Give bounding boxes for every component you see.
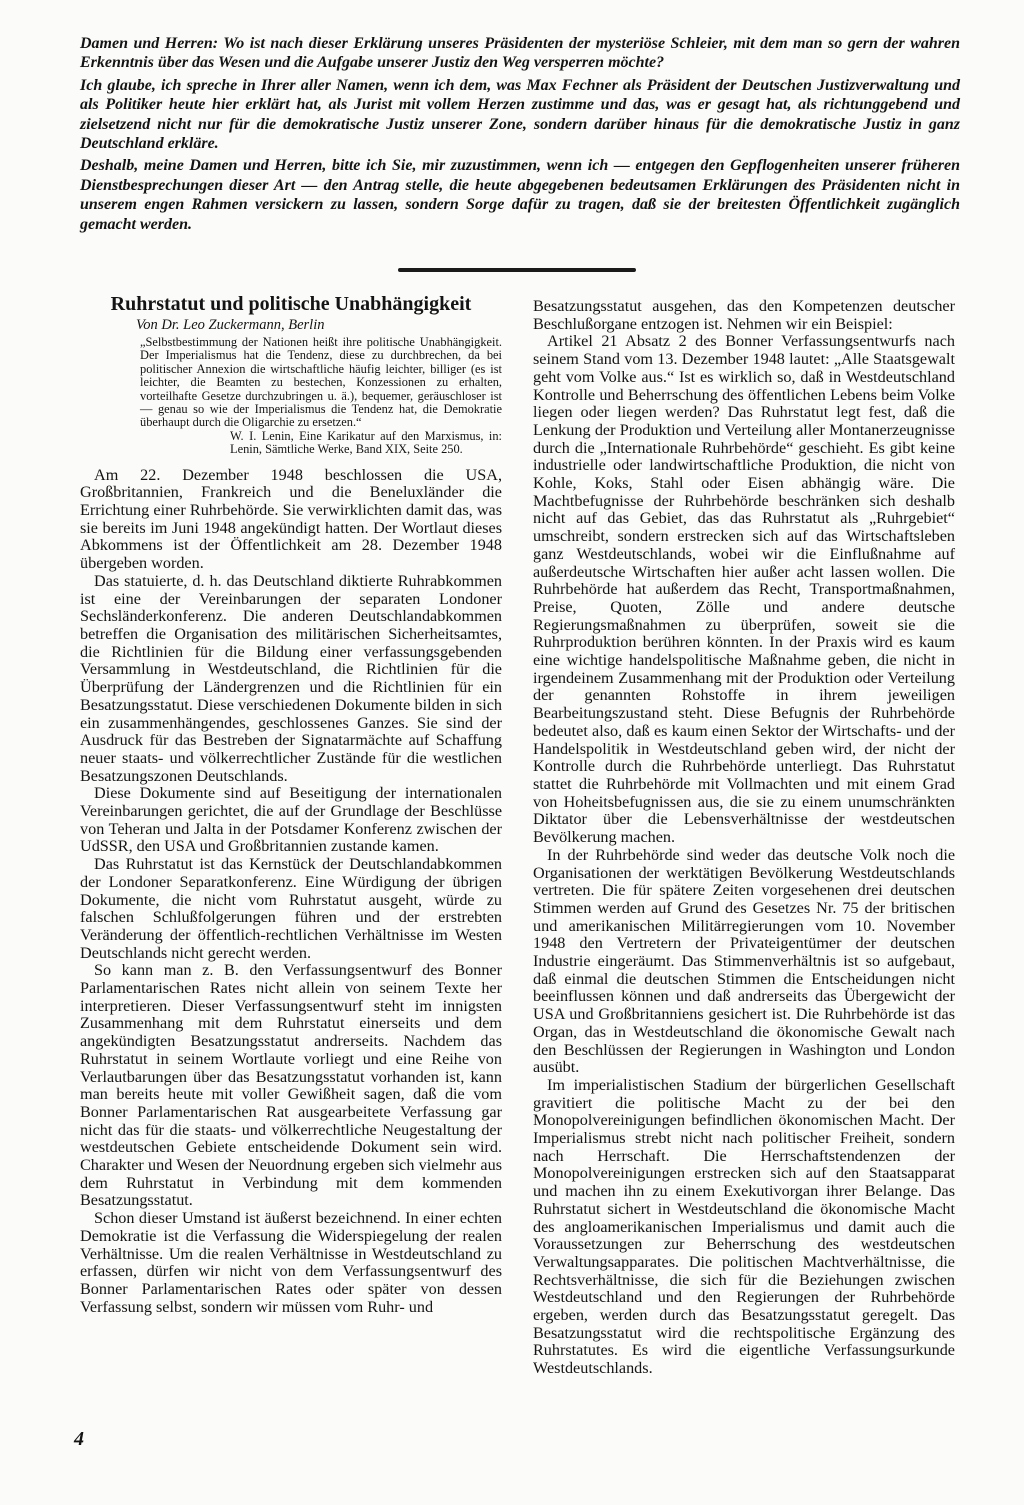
epigraph-source: W. I. Lenin, Eine Karikatur auf den Marxismus, in: Lenin, Sämtliche Werke, Band XIX, Seite 250. [230, 428, 502, 457]
section-divider [398, 268, 636, 272]
body-paragraph: Schon dieser Umstand ist äußerst bezeichnend. In einer echten Demokratie ist die Verfassung die Widerspiegelung der realen Verhältnisse. Um die realen Verhältnisse in Westdeutschland zu erfassen, dürfen wir nicht von dem Verfassungsentwurf des Bonner Parlamentarischen Rates oder später von dessen Verfassung selbst, sondern wir müssen vom Ruhr- und [80, 1209, 502, 1316]
body-paragraph: Am 22. Dezember 1948 beschlossen die USA, Großbritannien, Frankreich und die Beneluxländer die Errichtung einer Ruhrbehörde. Sie verwirklichten damit das, was sie bereits im Juni 1948 angekündigt hatten. Der Wortlaut dieses Abkommens ist der Öffentlichkeit am 28. Dezember 1948 übergeben worden. [80, 465, 502, 573]
body-paragraph: So kann man z. B. den Verfassungsentwurf des Bonner Parlamentarischen Rates nicht allein von seinem Texte her interpretieren. Dieser Verfassungsentwurf steht im innigsten Zusammenhang mit dem Ruhrstatut einerseits und dem angekündigten Besatzungsstatut andrerseits. Nachdem das Ruhrstatut in seinem Wortlaute vorliegt und eine Reihe von Verlautbarungen über das Besatzungsstatut vorhanden ist, kann man bereits heute mit voller Gewißheit sagen, daß die vom Bonner Parlamentarischen Rat ausgearbeitete Verfassung gar nicht das für die staats- und völkerrechtliche Neugestaltung der westdeutschen Gebiete entscheidende Dokument sein wird. Charakter und Wesen der Neuordnung ergeben sich vielmehr aus dem Ruhrstatut in Verbindung mit dem kommenden Besatzungsstatut. [80, 961, 502, 1210]
intro-paragraph: Deshalb, meine Damen und Herren, bitte ich Sie, mir zuzustimmen, wenn ich — entgegen den Gepflogenheiten unserer früheren Dienstbesprechungen dieser Art — den Antrag stelle, die heute abgegebenen bedeutsamen Erklärungen des Präsidenten nicht in unserem engen Rahmen versickern zu lassen, sondern Sorge dafür zu tragen, daß sie der breitesten Öffentlichkeit zugänglich gemacht werden. [80, 157, 960, 233]
body-paragraph: Artikel 21 Absatz 2 des Bonner Verfassungsentwurfs nach seinem Stand vom 13. Dezember 1948 lautet: „Alle Staatsgewalt geht vom Volke aus.“ Ist es wirklich so, daß in Westdeutschland Kontrolle und Beherrschung des öffentlichen Lebens beim Volke liegen oder liegen werden? Das Ruhrstatut legt fest, daß die Lenkung der Produktion und Verteilung aller Montanerzeugnisse durch die „Internationale Ruhrbehörde“ geschieht. Es gibt keine industrielle oder landwirtschaftliche Produktion, die nicht von Kohle, Koks, Stahl oder Eisen abhängig wäre. Die Machtbefugnisse der Ruhrbehörde beschränken sich deshalb nicht auf das Gebiet, das das Ruhrstatut als „Ruhrgebiet“ umschreibt, sondern erstrecken sich auf das Wirtschaftsleben ganz Westdeutschlands, wobei wir die Einflußnahme auf außerdeutsche Wirtschaften hier außer acht lassen wollen. Die Ruhrbehörde hat außerdem das Recht, Transportmaßnahmen, Preise, Quoten, Zölle und andere deutsche Regierungsmaßnahmen zu überprüfen, soweit sie die Ruhrproduktion berühren könnten. In der Praxis wird es kaum eine wichtige handelspolitische Maßnahme geben, die nicht in irgendeinem Zusammenhang mit der Produktion oder Verteilung der genannten Rohstoffe in ihrem jeweiligen Bearbeitungszustand steht. Diese Befugnis der Ruhrbehörde bedeutet also, daß es kaum einen Sektor der Wirtschafts- und der Handelspolitik in Westdeutschland geben wird, der nicht der Kontrolle durch die Ruhrbehörde unterliegt. Das Ruhrstatut stattet die Ruhrbehörde mit Vollmachten und mit einem Grad von Hoheitsbefugnissen aus, die sie zu einem unumschränkten Diktator über die Lebensverhältnisse der westdeutschen Bevölkerung machen. [533, 332, 955, 847]
body-paragraph: Besatzungsstatut ausgehen, das den Kompetenzen deutscher Beschlußorgane entzogen ist. Nehmen wir ein Beispiel: [533, 297, 955, 333]
body-paragraph: Im imperialistischen Stadium der bürgerlichen Gesellschaft gravitiert die politische Macht zu der bei den Monopolvereinigungen befindlichen ökonomischen Macht. Der Imperialismus strebt nicht nach politischer Freiheit, sondern nach Herrschaft. Die Herrschaftstendenzen der Monopolvereinigungen erstrecken sich auf den Staatsapparat und machen ihn zu einem Exekutivorgan ihrer Belange. Das Ruhrstatut sichert in Westdeutschland die ökonomische Macht des angloamerikanischen Imperialismus und damit auch die Voraussetzungen zur Beherrschung des westdeutschen Verwaltungsapparates. Die politischen Machtverhältnisse, die Rechtsverhältnisse, die sich für die Beziehungen zwischen Westdeutschland und den Regierungen der Ruhrbehörde ergeben, werden durch das Besatzungsstatut geregelt. Das Besatzungsstatut wird die rechtspolitische Ergänzung des Ruhrstatutes. Es wird die eigentliche Verfassungsurkunde Westdeutschlands. [533, 1075, 955, 1378]
intro-paragraph: Ich glaube, ich spreche in Ihrer aller Namen, wenn ich dem, was Max Fechner als Präsident der Deutschen Justizverwaltung und als Politiker heute hier erklärt hat, als Jurist mit vollem Herzen zustimme und das, was er gesagt hat, als richtunggebend und zielsetzend nicht nur für die demokratische Justiz unserer Zone, sondern darüber hinaus für die demokratische Justiz in ganz Deutschland erkläre. [80, 76, 960, 153]
body-paragraph: Das statuierte, d. h. das Deutschland diktierte Ruhrabkommen ist eine der Vereinbarungen der separaten Londoner Sechsländerkonferenz. Die anderen Deutschlandabkommen betreffen die Organisation des militärischen Sicherheitsamtes, die Richtlinien für die Bildung einer verfassungsgebenden Versammlung in Westdeutschland, die Richtlinien für die Überprüfung der Ländergrenzen und die Richtlinien für ein Besatzungsstatut. Diese verschiedenen Dokumente bilden in sich ein zusammenhängendes, geschlossenes Ganzes. Sie sind der Ausdruck für das Bestreben der Signatarmächte auf Schaffung neuer staats- und völkerrechtlicher Zustände für die westlichen Besatzungszonen Deutschlands. [80, 571, 502, 785]
article-title: Ruhrstatut und politische Unabhängigkeit [110, 293, 472, 315]
right-column [533, 298, 955, 1378]
left-column [80, 292, 502, 1316]
body-paragraph: Diese Dokumente sind auf Beseitigung der internationalen Vereinbarungen gerichtet, die auf der Grundlage der Beschlüsse von Teheran und Jalta in der Potsdamer Konferenz zwischen der UdSSR, den USA und Großbritannien zustande kamen. [80, 784, 502, 856]
body-paragraph: Das Ruhrstatut ist das Kernstück der Deutschlandabkommen der Londoner Separatkonferenz. Eine Würdigung der übrigen Dokumente, die nicht vom Ruhrstatut ausgeht, würde zu falschen Schlußfolgerungen führen und der erstrebten Veränderung der öffentlich-rechtlichen Verhältnisse im Westen Deutschlands nicht gerecht werden. [80, 855, 502, 962]
article-byline: Von Dr. Leo Zuckermann, Berlin [136, 317, 325, 333]
page-number: 4 [74, 1428, 84, 1450]
body-paragraph: In der Ruhrbehörde sind weder das deutsche Volk noch die Organisationen der werktätigen Bevölkerung Westdeutschlands vertreten. Die für spätere Zeiten vorgesehenen drei deutschen Stimmen werden auf Grund des Gesetzes Nr. 75 der britischen und amerikanischen Militärregierungen vom 10. November 1948 den Vertretern der Privateigentümer der deutschen Industrie eingeräumt. Das Stimmenverhältnis ist so aufgebaut, daß einmal die deutschen Stimmen die Entscheidungen nicht beeinflussen können und daß andrerseits das Übergewicht der USA und Großbritanniens gesichert ist. Die Ruhrbehörde ist das Organ, das in Westdeutschland die ökonomische Gewalt nach den Beschlüssen der Regierungen in Washington und London ausübt. [533, 845, 955, 1077]
epigraph-quote: „Selbstbestimmung der Nationen heißt ihre politische Unabhängigkeit. Der Imperialismus hat die Tendenz, diese zu durchbrechen, da bei politischer Annexion die wirtschaftliche häufig leichter, billiger (es ist leichter, die Beamten zu bestechen, Konzessionen zu erhalten, vorteilhafte Gesetze durchzubringen u. ä.), bequemer, geräuschloser ist — genau so wie der Imperialismus die Tendenz hat, die Demokratie überhaupt durch die Oligarchie zu ersetzen.“ [140, 335, 502, 430]
intro-paragraph: Damen und Herren: Wo ist nach dieser Erklärung unseres Präsidenten der mysteriöse Schleier, mit dem man so gern der wahren Erkenntnis über das Wesen und die Aufgabe unserer Justiz den Weg versperren möchte? [80, 35, 960, 72]
intro-block [80, 34, 960, 237]
